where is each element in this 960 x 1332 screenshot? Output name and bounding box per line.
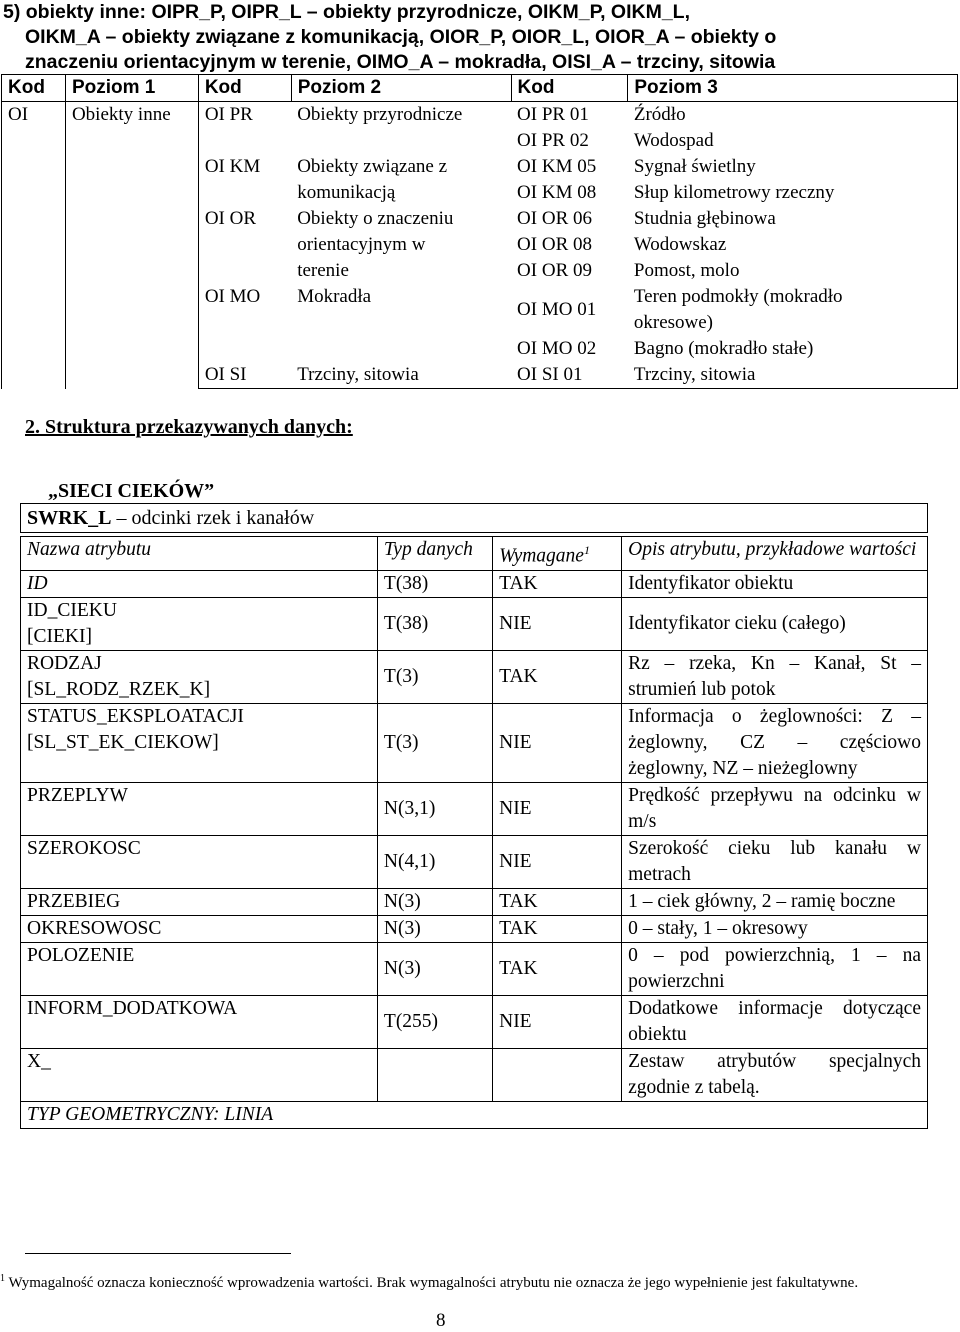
level3-name: Trzciny, sitowia: [628, 362, 958, 389]
level2-name: Obiekty przyrodnicze: [297, 104, 463, 125]
attr-desc: 0 – stały, 1 – okresowy: [622, 915, 928, 942]
footnote-ref: 1: [583, 543, 590, 557]
attr-required: TAK: [493, 915, 622, 942]
level2-code: OI PR: [204, 104, 253, 125]
attr-type: T(255): [377, 995, 492, 1048]
attr-desc: Informacja o żeglowności: Z – żeglowny, CZ – częściowo żeglowny, NZ – nieżeglowny: [622, 703, 928, 782]
attr-name: PRZEBIEG: [21, 888, 378, 915]
table-row: [21, 915, 928, 942]
attr-required: NIE: [493, 835, 622, 888]
attr-desc: 0 – pod powierzchnią, 1 – na powierzchni: [622, 942, 928, 995]
footnote-separator: [25, 1253, 291, 1254]
header-cell: Poziom 3: [628, 75, 958, 102]
level3-code: OI PR 02: [517, 130, 589, 151]
attr-required: NIE: [493, 782, 622, 835]
level3-name: Teren podmokły (mokradło okresowe): [628, 284, 958, 336]
swrk-code: SWRK_L: [27, 507, 112, 529]
table-row: [21, 835, 928, 888]
header-cell: Poziom 2: [291, 75, 511, 102]
attr-required: NIE: [493, 703, 622, 782]
level1-name: Obiekty inne: [65, 102, 198, 389]
intro-line: 5) obiekty inne: OIPR_P, OIPR_L – obiekty przyrodnicze, OIKM_P, OIKM_L,: [3, 1, 691, 23]
attr-desc: Rz – rzeka, Kn – Kanał, St – strumień lub potok: [622, 650, 928, 703]
attr-desc: Identyfikator obiektu: [622, 570, 928, 597]
attr-required: TAK: [493, 650, 622, 703]
level3-name: Wodospad: [628, 128, 958, 154]
attr-name: INFORM_DODATKOWA: [21, 995, 378, 1048]
attr-type: N(3): [377, 915, 492, 942]
level3-name: Studnia głębinowa: [628, 206, 958, 232]
header-cell: Kod: [511, 75, 628, 102]
attr-type: N(4,1): [377, 835, 492, 888]
header-cell: Poziom 1: [65, 75, 198, 102]
footnote-text: Wymagalność oznacza konieczność wprowadzenia wartości. Brak wymagalności atrybutu nie oznacza że jego wypełnienie jest fakultatywne.: [8, 1275, 859, 1291]
level3-name: Wodowskaz: [628, 232, 958, 258]
table-row: [21, 570, 928, 597]
attr-type: N(3): [377, 942, 492, 995]
attr-name: RODZAJ [SL_RODZ_RZEK_K]: [21, 650, 378, 703]
table-header-row: [21, 537, 928, 571]
attr-name: X_: [21, 1048, 378, 1101]
level3-name: Sygnał świetlny: [628, 154, 958, 180]
table-row: [21, 782, 928, 835]
header-cell: Kod: [2, 75, 66, 102]
attr-name: ID: [21, 570, 378, 597]
attr-name: POLOZENIE: [21, 942, 378, 995]
level3-code: OI PR 01: [517, 104, 589, 125]
level3-name: Bagno (mokradło stałe): [628, 336, 958, 362]
level3-code: OI KM 08: [517, 182, 597, 203]
table-row: [21, 942, 928, 995]
attr-desc: Dodatkowe informacje dotyczące obiektu: [622, 995, 928, 1048]
codes-table: [1, 74, 958, 389]
attr-name: SZEROKOSC: [21, 835, 378, 888]
attr-type: [377, 1048, 492, 1101]
section-title: 2. Struktura przekazywanych danych:: [25, 416, 353, 438]
level3-code: OI OR 06: [517, 208, 592, 229]
attr-required: TAK: [493, 942, 622, 995]
attr-required: [493, 1048, 622, 1101]
header-cell: Kod: [198, 75, 291, 102]
attr-desc: Identyfikator cieku (całego): [622, 597, 928, 650]
intro-paragraph: [0, 0, 960, 75]
attr-name: ID_CIEKU [CIEKI]: [21, 597, 378, 650]
attr-desc: Szerokość cieku lub kanału w metrach: [622, 835, 928, 888]
footnote: [0, 1268, 900, 1294]
level3-code: OI SI 01: [511, 362, 628, 389]
table-row: [21, 995, 928, 1048]
level3-code: OI OR 08: [517, 234, 592, 255]
table-row: [21, 650, 928, 703]
attr-required: NIE: [493, 995, 622, 1048]
attr-type: T(38): [377, 597, 492, 650]
attr-desc: 1 – ciek główny, 2 – ramię boczne: [622, 888, 928, 915]
swrk-header: [20, 503, 928, 533]
table-row: [21, 1048, 928, 1101]
swrk-desc: – odcinki rzek i kanałów: [116, 507, 315, 529]
level3-name: Pomost, molo: [628, 258, 958, 284]
level2-name: Obiekty związane z komunikacją: [297, 156, 448, 203]
attr-name: PRZEPLYW: [21, 782, 378, 835]
level3-code: OI KM 05: [517, 156, 597, 177]
level1-code: OI: [2, 102, 66, 389]
table-row: [21, 597, 928, 650]
attr-required: TAK: [493, 888, 622, 915]
attr-type: N(3,1): [377, 782, 492, 835]
attr-required: NIE: [493, 597, 622, 650]
attr-desc: Zestaw atrybutów specjalnych zgodnie z tabelą.: [622, 1048, 928, 1101]
table-row: [21, 888, 928, 915]
attr-name: STATUS_EKSPLOATACJI [SL_ST_EK_CIEKOW]: [21, 703, 378, 782]
intro-line: znaczeniu orientacyjnym w terenie, OIMO_A – mokradła, OISI_A – trzciny, sitowia: [25, 51, 776, 73]
attributes-table: [20, 536, 928, 1129]
attr-desc: Prędkość przepływu na odcinku w m/s: [622, 782, 928, 835]
intro-line: OIKM_A – obiekty związane z komunikacją, OIOR_P, OIOR_L, OIOR_A – obiekty o: [25, 26, 777, 48]
attr-type: T(38): [377, 570, 492, 597]
level2-code: OI MO: [204, 286, 261, 307]
level3-code: OI MO 02: [517, 338, 597, 359]
header-required: Wymagane: [499, 545, 584, 567]
attr-type: N(3): [377, 888, 492, 915]
attr-type: T(3): [377, 650, 492, 703]
level2-code: OI SI: [198, 362, 291, 389]
header-cell: Opis atrybutu, przykładowe wartości: [622, 537, 928, 571]
attr-name: OKRESOWOSC: [21, 915, 378, 942]
table-row: [21, 703, 928, 782]
sieci-title: „SIECI CIEKÓW”: [48, 480, 215, 502]
level2-name: Mokradła: [297, 286, 372, 307]
table-header-row: [2, 75, 958, 102]
level3-name: Źródło: [628, 102, 958, 129]
header-cell: Typ danych: [377, 537, 492, 571]
level2-code: OI KM: [204, 156, 261, 177]
level2-code: OI OR: [204, 208, 257, 229]
level3-code: OI OR 09: [517, 260, 592, 281]
level2-name: Trzciny, sitowia: [291, 362, 511, 389]
page-number: 8: [436, 1310, 446, 1331]
attr-required: TAK: [493, 570, 622, 597]
geometry-type: TYP GEOMETRYCZNY: LINIA: [21, 1101, 928, 1128]
table-row: [21, 1101, 928, 1128]
footnote-mark: 1: [0, 1273, 5, 1284]
level3-name: Słup kilometrowy rzeczny: [628, 180, 958, 206]
level2-name: Obiekty o znaczeniu orientacyjnym w terenie: [297, 208, 454, 281]
header-cell: Nazwa atrybutu: [21, 537, 378, 571]
header-cell: [493, 537, 622, 571]
attr-type: T(3): [377, 703, 492, 782]
level3-code: OI MO 01: [517, 299, 597, 320]
table-row: [2, 102, 958, 129]
